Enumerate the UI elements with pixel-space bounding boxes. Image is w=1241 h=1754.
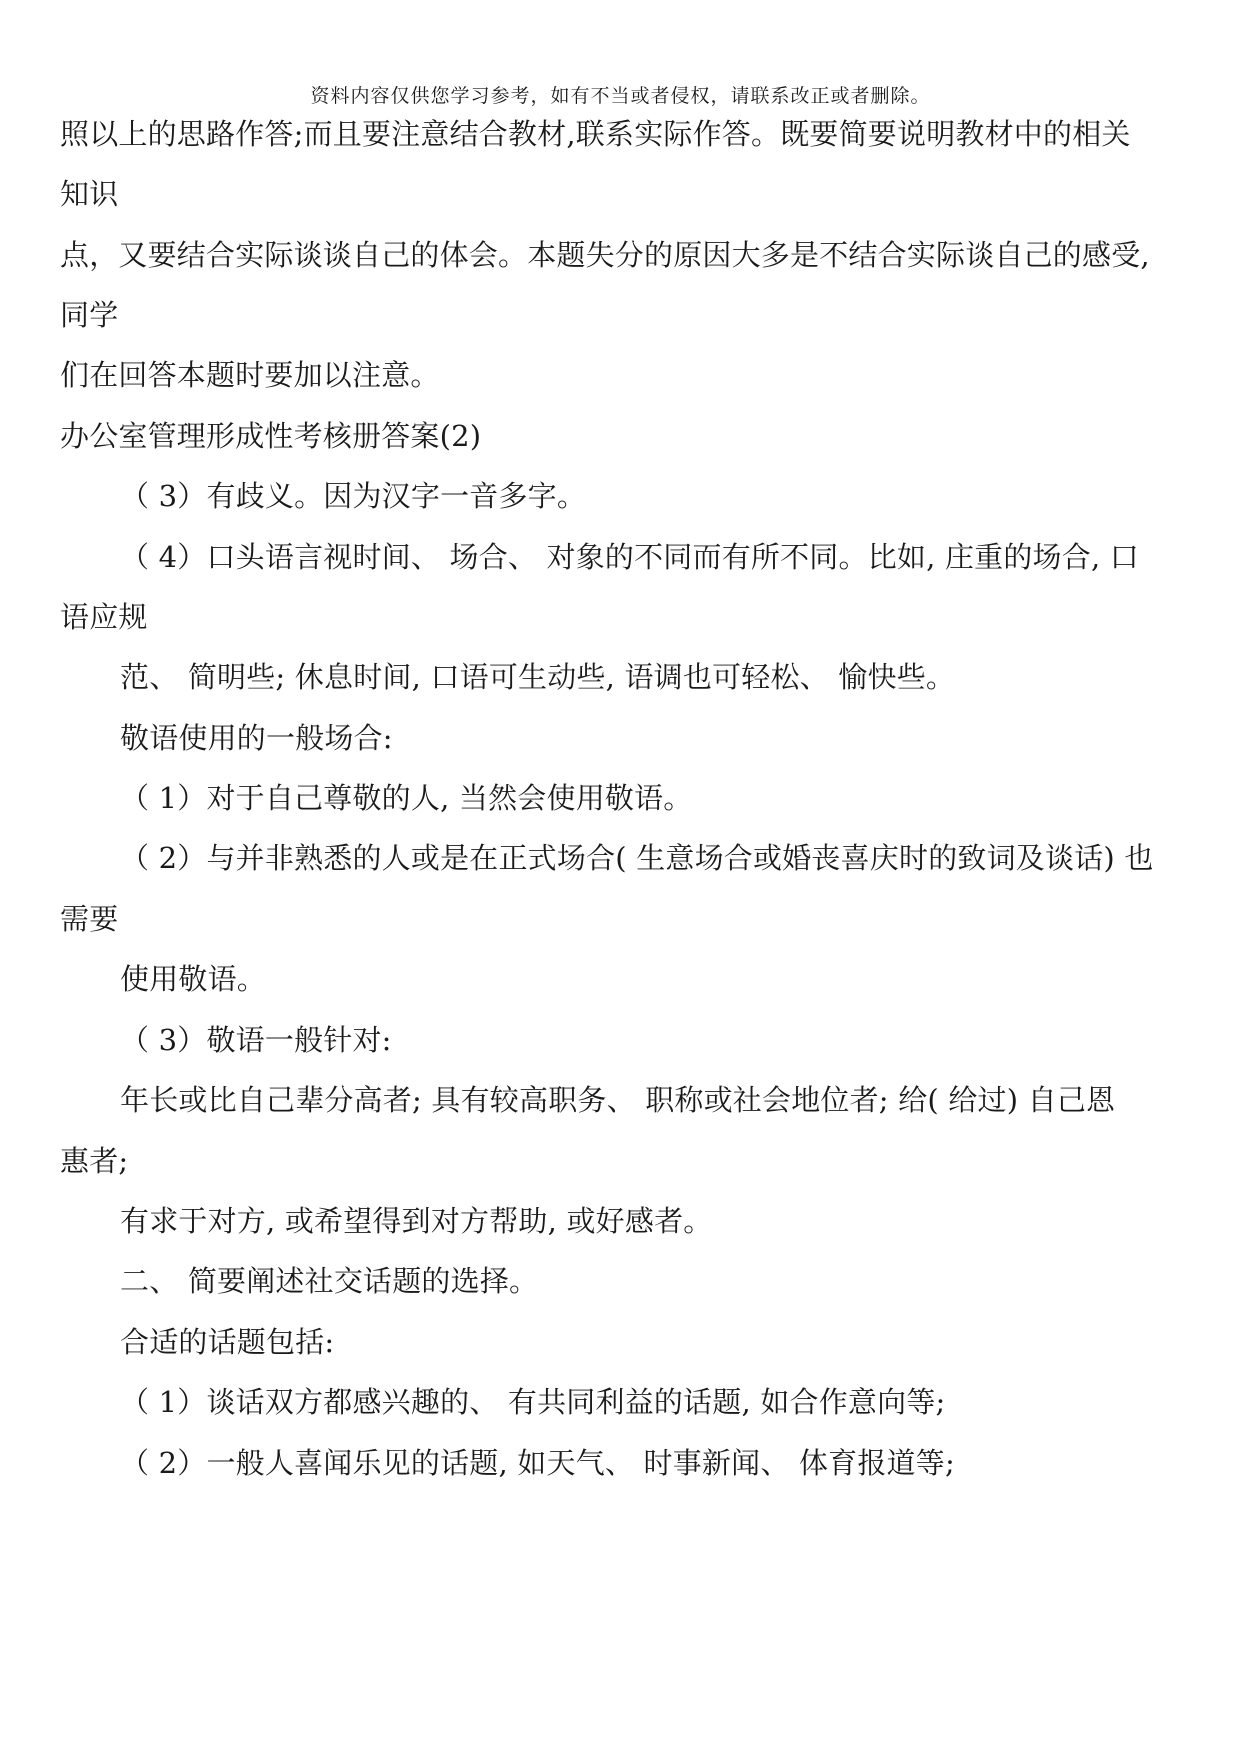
text-line-15: 使用敬语。 xyxy=(120,962,267,996)
section-title: 办公室管理形成性考核册答案(2) xyxy=(60,419,482,453)
disclaimer-header: 资料内容仅供您学习参考，如有不当或者侵权，请联系改正或者删除。 xyxy=(310,85,931,107)
text-line-12: （ 1）对于自己尊敬的人, 当然会使用敬语。 xyxy=(120,781,693,815)
text-line-5: 们在回答本题时要加以注意。 xyxy=(60,358,440,392)
text-line-16: （ 3）敬语一般针对: xyxy=(120,1023,392,1057)
text-line-1: 照以上的思路作答;而且要注意结合教材,联系实际作答。既要简要说明教材中的相关 xyxy=(60,117,1131,151)
text-line-7: （ 3）有歧义。因为汉字一音多字。 xyxy=(120,479,587,513)
text-line-2: 知识 xyxy=(60,177,119,211)
text-line-17: 年长或比自己辈分高者; 具有较高职务、 职称或社会地位者; 给( 给过) 自己恩 xyxy=(120,1083,1116,1117)
text-line-14: 需要 xyxy=(60,902,119,936)
text-line-23: （ 2）一般人喜闻乐见的话题, 如天气、 时事新闻、 体育报道等; xyxy=(120,1446,955,1480)
text-line-4: 同学 xyxy=(60,298,119,332)
text-line-20: 二、 简要阐述社交话题的选择。 xyxy=(120,1264,539,1298)
text-line-11: 敬语使用的一般场合: xyxy=(120,721,393,755)
text-line-18: 惠者; xyxy=(60,1144,129,1178)
text-line-22: （ 1）谈话双方都感兴趣的、 有共同利益的话题, 如合作意向等; xyxy=(120,1385,946,1419)
text-line-10: 范、 简明些; 休息时间, 口语可生动些, 语调也可轻松、 愉快些。 xyxy=(120,660,956,694)
text-line-13: （ 2）与并非熟悉的人或是在正式场合( 生意场合或婚丧喜庆时的致词及谈话) 也 xyxy=(120,841,1154,875)
text-line-8: （ 4）口头语言视时间、 场合、 对象的不同而有所不同。比如, 庄重的场合, 口 xyxy=(120,540,1139,574)
text-line-9: 语应规 xyxy=(60,600,148,634)
text-line-19: 有求于对方, 或希望得到对方帮助, 或好感者。 xyxy=(120,1204,713,1238)
text-line-3: 点，又要结合实际谈谈自己的体会。本题失分的原因大多是不结合实际谈自己的感受, xyxy=(60,238,1150,272)
text-line-21: 合适的话题包括: xyxy=(120,1325,335,1359)
